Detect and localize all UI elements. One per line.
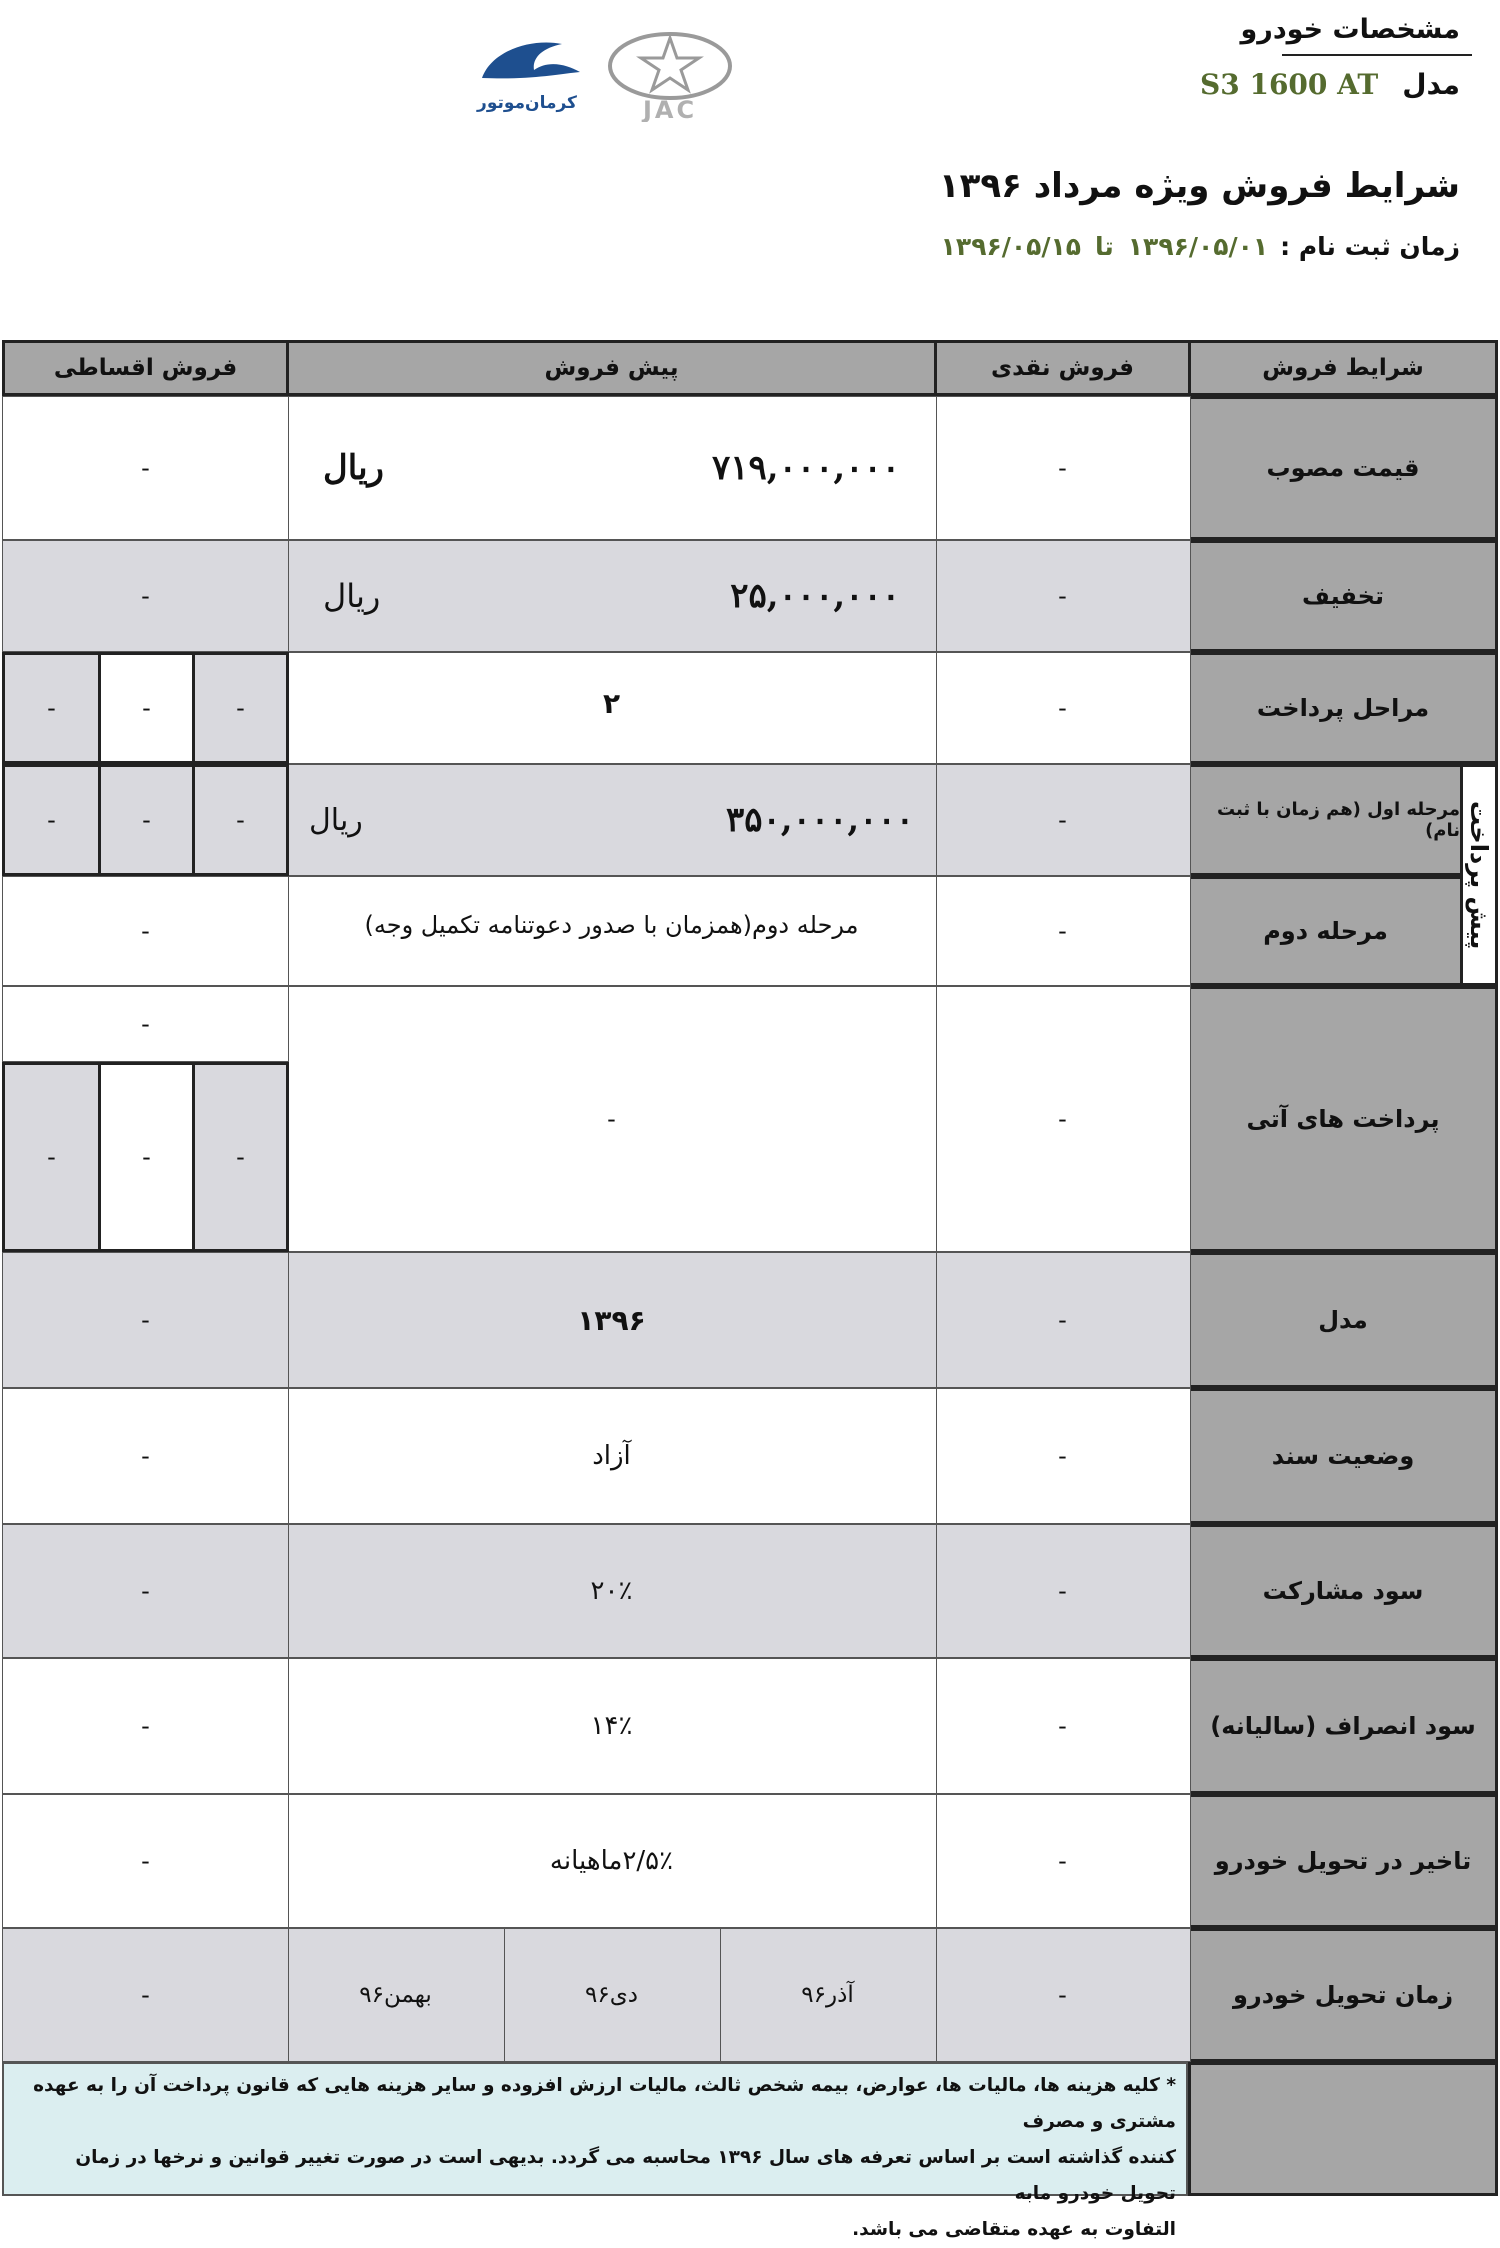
sales-conditions-table <box>2 340 1498 2240</box>
row-participation-installment: - <box>2 1524 289 1658</box>
row-discount-presale <box>286 540 937 652</box>
row-stage2-installment: - <box>2 876 289 986</box>
row-cancellation-label: سود انصراف (سالیانه) <box>1188 1658 1498 1794</box>
registration-row <box>941 232 1460 261</box>
row-participation-label: سود مشارکت <box>1188 1524 1498 1658</box>
row-stage1-presale <box>286 764 937 876</box>
row-stages-cash: - <box>934 652 1191 764</box>
price-unit: ریال <box>323 448 384 488</box>
row-delay-label: تاخیر در تحویل خودرو <box>1188 1794 1498 1928</box>
header-conditions: شرایط فروش <box>1188 340 1498 396</box>
row-stages-inst-1: - <box>192 652 289 764</box>
header-installment: فروش اقساطی <box>2 340 289 396</box>
row-cancellation-presale: ۱۴٪ <box>286 1658 937 1794</box>
row-delay-cash: - <box>934 1794 1191 1928</box>
row-delay-installment: - <box>2 1794 289 1928</box>
registration-to: ۱۳۹۶/۰۵/۱۵ <box>940 232 1082 261</box>
row-future-installment-top: - <box>2 986 289 1062</box>
row-discount-label: تخفیف <box>1188 540 1498 652</box>
row-model-cash: - <box>934 1252 1191 1388</box>
row-model-label: مدل <box>1188 1252 1498 1388</box>
footnote-line-1: * کلیه هزینه ها، مالیات ها، عوارض، بیمه شخص ثالث، مالیات ارزش افزوده و سایر هزینه هایی که قانون پرداخت آن را به عهده مشتری و مصرف <box>33 2075 1176 2132</box>
registration-label: زمان ثبت نام : <box>1280 232 1460 261</box>
row-cancellation-installment: - <box>2 1658 289 1794</box>
discount-amount: ۲۵,۰۰۰,۰۰۰ <box>730 576 900 616</box>
svg-text:کرمان‌موتور: کرمان‌موتور <box>477 93 577 113</box>
row-delivery-label: زمان تحویل خودرو <box>1188 1928 1498 2062</box>
registration-from: ۱۳۹۶/۰۵/۰۱ <box>1127 232 1269 261</box>
row-document-label: وضعیت سند <box>1188 1388 1498 1524</box>
stage1-amount: ۳۵۰,۰۰۰,۰۰۰ <box>725 800 914 840</box>
row-future-cash: - <box>934 986 1191 1252</box>
specs-title: مشخصات خودرو <box>1240 14 1460 45</box>
row-future-presale: - <box>286 986 937 1252</box>
row-stages-inst-2: - <box>98 652 195 764</box>
row-stage1-label: مرحله اول (هم زمان با ثبت نام) <box>1188 764 1463 876</box>
row-discount-installment: - <box>2 540 289 652</box>
row-stages-inst-3: - <box>2 652 101 764</box>
model-label: مدل <box>1402 68 1460 101</box>
row-stage2-cash: - <box>934 876 1191 986</box>
row-cancellation-cash: - <box>934 1658 1191 1794</box>
model-value: S3 1600 AT <box>1200 68 1379 101</box>
footnote-side-cell <box>1188 2062 1498 2196</box>
row-stages-presale: ۲ <box>286 652 937 764</box>
row-stage1-inst-2: - <box>98 764 195 876</box>
footnote-line-3: التفاوت به عهده متقاضی می باشد. <box>852 2219 1176 2240</box>
price-amount: ۷۱۹,۰۰۰,۰۰۰ <box>711 448 900 488</box>
row-stage1-inst-3: - <box>2 764 101 876</box>
row-future-inst-1: - <box>192 1062 289 1252</box>
row-document-presale: آزاد <box>286 1388 937 1524</box>
row-stage1-cash: - <box>934 764 1191 876</box>
header-presale: پیش فروش <box>286 340 937 396</box>
row-future-label: پرداخت های آتی <box>1188 986 1498 1252</box>
row-model-presale: ۱۳۹۶ <box>286 1252 937 1388</box>
row-model-installment: - <box>2 1252 289 1388</box>
row-document-cash: - <box>934 1388 1191 1524</box>
row-delivery-presale-1: آذر۹۶ <box>718 1928 937 2062</box>
discount-unit: ریال <box>323 577 381 615</box>
row-price-installment: - <box>2 396 289 540</box>
prepayment-label: پیش پرداخت <box>1460 764 1498 986</box>
title-underline <box>1282 54 1472 56</box>
row-discount-cash: - <box>934 540 1191 652</box>
row-delivery-installment: - <box>2 1928 289 2062</box>
stage1-unit: ریال <box>309 802 363 838</box>
row-delay-presale: ۲/۵٪ماهیانه <box>286 1794 937 1928</box>
row-price-label: قیمت مصوب <box>1188 396 1498 540</box>
footnote-line-2: کننده گذاشته است بر اساس تعرفه های سال ۱۳۹۶ محاسبه می گردد. بدیهی است در صورت تغییر قوانین و نرخها در زمان تحویل خودرو مابه <box>75 2147 1176 2204</box>
row-stage1-inst-1: - <box>192 764 289 876</box>
footnote <box>2 2062 1188 2240</box>
row-price-cash: - <box>934 396 1191 540</box>
row-delivery-cash: - <box>934 1928 1191 2062</box>
row-delivery-presale-3: بهمن۹۶ <box>286 1928 505 2062</box>
row-delivery-presale-2: دی۹۶ <box>502 1928 721 2062</box>
jac-logo <box>604 30 736 122</box>
sale-title: شرایط فروش ویژه مرداد ۱۳۹۶ <box>938 166 1460 206</box>
row-price-presale <box>286 396 937 540</box>
row-stages-label: مراحل پرداخت <box>1188 652 1498 764</box>
row-future-inst-3: - <box>2 1062 101 1252</box>
row-stage2-presale: مرحله دوم(همزمان با صدور دعوتنامه تکمیل وجه) <box>286 876 937 986</box>
row-document-installment: - <box>2 1388 289 1524</box>
header-cash: فروش نقدی <box>934 340 1191 396</box>
registration-to-word: تا <box>1095 232 1114 261</box>
svg-text:JAC: JAC <box>642 96 698 122</box>
kerman-motor-logo <box>462 30 592 120</box>
model-row <box>1200 68 1460 101</box>
row-stage2-label: مرحله دوم <box>1188 876 1463 986</box>
row-participation-cash: - <box>934 1524 1191 1658</box>
row-participation-presale: ۲۰٪ <box>286 1524 937 1658</box>
registration-dates <box>941 232 1268 261</box>
row-future-inst-2: - <box>98 1062 195 1252</box>
